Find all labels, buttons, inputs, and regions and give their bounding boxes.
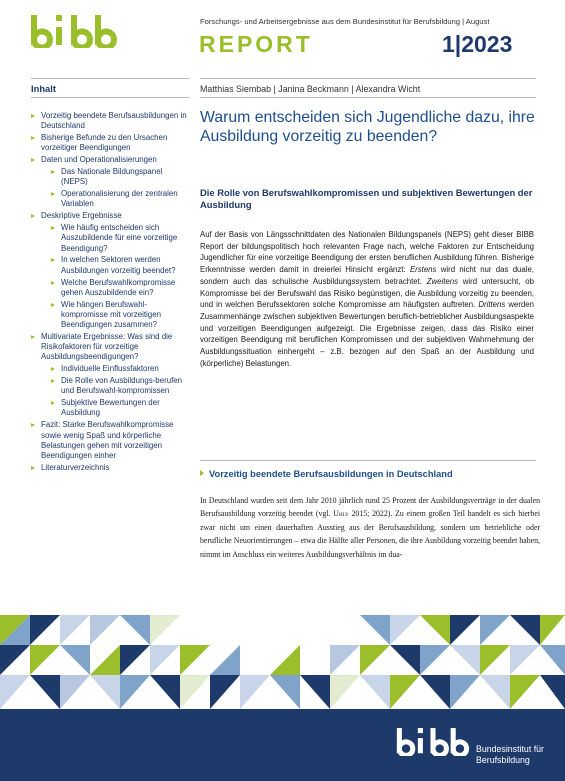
toc-subitem[interactable]: Welche Berufswahlkompromisse gehen Auszubildende ein? (51, 278, 189, 298)
table-of-contents (31, 111, 189, 475)
institute-name: Bundesinstitut für Berufsbildung (476, 744, 544, 765)
bibb-logo-footer (396, 727, 470, 760)
report-subtitle: Die Rolle von Berufswahlkompromissen und subjektiven Bewertungen der Ausbildung (200, 187, 533, 211)
toc-item[interactable]: Literaturverzeichnis (31, 463, 189, 473)
authors-rule (200, 97, 536, 98)
toc-subitem[interactable]: Wie häufig entscheiden sich Auszubildende für eine vorzeitige Beendigung? (51, 223, 189, 254)
body-paragraph: In Deutschland wurden seit dem Jahr 2010 jährlich rund 25 Prozent der Ausbildungsverträge in der dualen Berufsausbildung vorzeitig beendet (vgl. Uhly 2015; 2022). Zu einem großen Teil handelt es sich hierbei zwar nicht um einen dauerhaften Ausstieg aus der Berufsausbildung, sondern um betriebliche oder berufliche Neuorientierungen – etwa die Hälfte aller Personen, die ihre Ausbildung vorzeitig beendet haben, nimmt im Anschluss ein weiteres Ausbildungsverhältnis im dua- (200, 496, 541, 559)
sidebar-rule (31, 97, 189, 98)
toc-subitem[interactable]: Die Rolle von Ausbildungs-berufen und Berufswahl-kompromissen (51, 376, 189, 396)
toc-subitem[interactable]: Das Nationale Bildungspanel (NEPS) (51, 167, 189, 187)
toc-item[interactable]: Daten und Operationalisierungen Das Nationale Bildungspanel (NEPS) Operationalisierung der zentralen Variablen (31, 155, 189, 209)
toc-subitem[interactable]: In welchen Sektoren werden Ausbildungen vorzeitig beendet? (51, 255, 189, 275)
report-title: Warum entscheiden sich Jugendliche dazu, ihre Ausbildung vorzeitig zu beenden? (200, 109, 535, 146)
toc-item[interactable]: Fazit: Starke Berufswahlkompromisse sowie wenig Spaß und körperliche Belastungen gehen mit vorzeitigen Beendigungen einher (31, 420, 189, 461)
toc-title: Inhalt (31, 83, 56, 94)
series-topline: Forschungs- und Arbeitsergebnisse aus dem Bundesinstitut für Berufsbildung | August (200, 17, 490, 26)
toc-sublist (41, 167, 189, 210)
toc-subitem[interactable]: Individuelle Einflussfaktoren (51, 364, 189, 374)
section-rule-top (200, 460, 536, 461)
triangle-pattern-graphic (0, 575, 565, 709)
toc-item[interactable]: Multivariate Ergebnisse: Was sind die Risikofaktoren für vorzeitige Ausbildungsbeendigungen? Individuelle Einflussfaktoren Die Rolle von Ausbildungs-berufen und Berufswahl-kompromissen Subjektive Bewertungen der Ausbildung (31, 332, 189, 419)
sidebar-rule-top (31, 78, 189, 79)
issue-number: 1|2023 (442, 31, 513, 57)
bibb-logo (30, 14, 118, 52)
toc-item[interactable]: Bisherige Befunde zu den Ursachen vorzeitiger Beendigungen (31, 133, 189, 153)
toc-sublist (41, 223, 189, 330)
toc-subitem[interactable]: Subjektive Bewertungen der Ausbildung (51, 398, 189, 418)
header-rule (200, 78, 536, 79)
toc-item[interactable]: Vorzeitig beendete Berufsausbildungen in Deutschland (31, 111, 189, 131)
authors: Matthias Siembab | Janina Beckmann | Alexandra Wicht (200, 84, 421, 94)
toc-subitem[interactable]: Wie hängen Berufswahl-kompromisse mit vorzeitigen Beendigungen zusammen? (51, 300, 189, 331)
abstract: Auf der Basis von Längsschnittdaten des Nationalen Bildungspanels (NEPS) geht dieser BIBB Report der bildungspolitisch hoch relevanten Frage nach, welche Faktoren zur Entscheidung Jugendlicher für eine vorzeitige Beendigung der ersten beruflichen Ausbildung führen. Bisherige Erkenntnisse werden damit in dreierlei Hinsicht ergänzt: Erstens wird nicht nur das duale, sondern auch das schulische Ausbildungssystem betrachtet. Zweitens wird untersucht, ob Kompromisse bei der Berufswahl das Risiko begünstigen, die Ausbildung vorzeitig zu beenden, und in welchen Berufssektoren solche Kompromisse am häufigsten auftreten. Drittens werden Zusammenhänge zwischen subjektiven Bewertungen beruflich-betrieblicher Ausbildungsaspekte und vorzeitigen Beendigungen aufgezeigt. Die Ergebnisse zeigen, dass das Risiko einer vorzeitigen Beendigung mit beruflichen Kompromissen und der subjektiven Wahrnehmung der Ausbildungssituation einhergeht – z.B. bezogen auf den Spaß an der Ausbildung und (körperliche) Belastungen. (200, 230, 534, 368)
toc-sublist (41, 364, 189, 418)
report-wordmark: REPORT (199, 31, 313, 57)
arrow-icon (200, 470, 204, 476)
toc-item[interactable]: Deskriptive Ergebnisse Wie häufig entscheiden sich Auszubildende für eine vorzeitige Beendigung? In welchen Sektoren werden Ausbildungen vorzeitig beendet? Welche Berufswahlkompromisse gehen Auszubildende ein? Wie hängen Berufswahl-kompromisse mit vorzeitigen Beendigungen zusammen? (31, 211, 189, 330)
section-heading: Vorzeitig beendete Berufsausbildungen in Deutschland (200, 469, 453, 479)
toc-subitem[interactable]: Operationalisierung der zentralen Variablen (51, 189, 189, 209)
